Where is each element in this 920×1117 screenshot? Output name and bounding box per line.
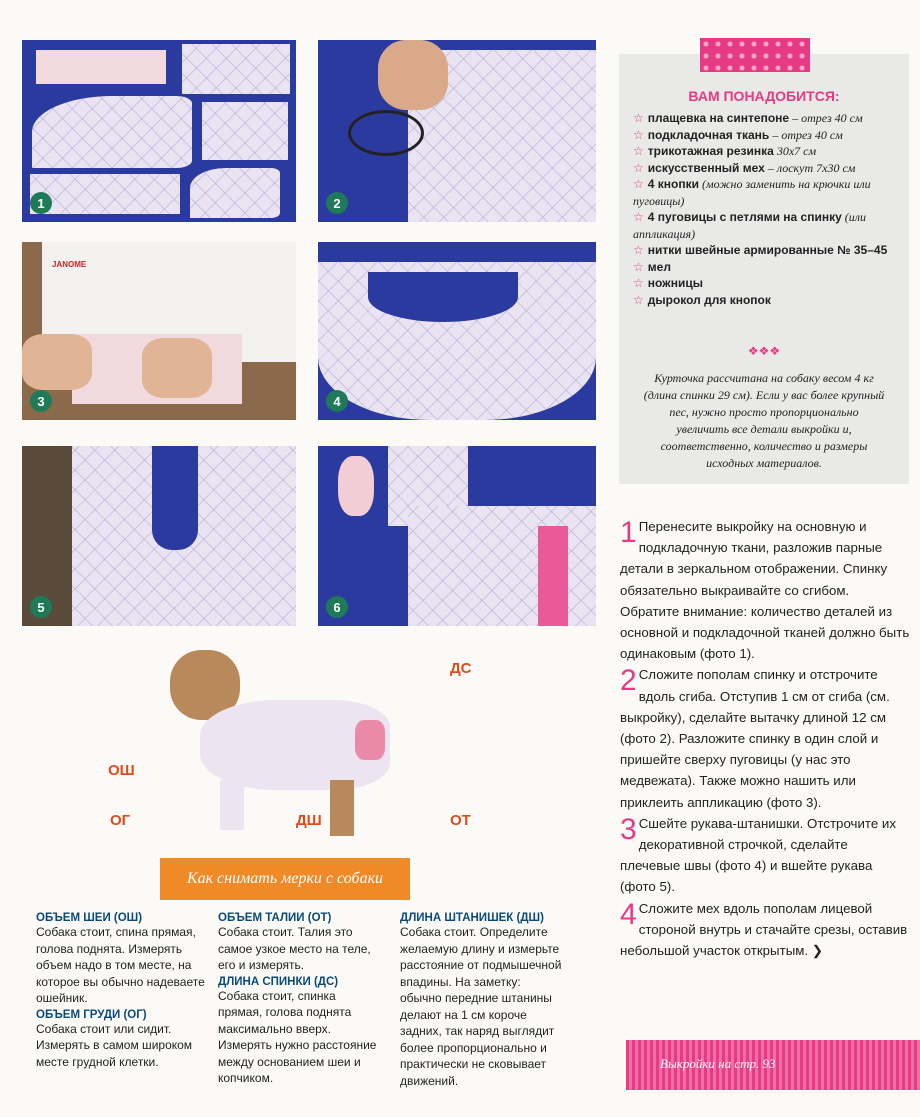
- list-item: ☆ нитки швейные армированные № 35–45: [633, 243, 888, 257]
- list-item: ☆ трикотажная резинка 30х7 см: [633, 144, 817, 158]
- heading: ОБЪЕМ ГРУДИ (ОГ): [36, 1008, 147, 1021]
- photo-4: [318, 242, 596, 420]
- step: 3 Сшейте рукава-штанишки. Отстрочите их декоративной строчкой, сделайте плечевые швы (фото 4) и вшейте рукава (фото 5).: [620, 812, 897, 895]
- paragraph: Собака стоит, спинка прямая, голова поднята максимально вверх. Измерять нужно расстояние между основанием шеи и копчиком.: [218, 988, 377, 1085]
- photo-number: 1: [30, 192, 52, 214]
- list-item: ☆ плащевка на синтепоне – отрез 40 см: [633, 111, 863, 125]
- photo-2: [318, 40, 596, 222]
- photo-number: 2: [326, 192, 348, 214]
- paragraph: Собака стоит. Определите желаемую длину и измерьте расстояние от подмышечной впадины. На заметку: обычно передние штанины делают на 1 см короче задних, так наряд выглядит более пропорционально и практически не сковывает движений.: [400, 925, 562, 1088]
- heading: ДЛИНА ШТАНИШЕК (ДШ): [400, 912, 544, 924]
- list-item: ☆ искусственный мех – лоскут 7х30 см: [633, 160, 856, 175]
- label-ot: ОТ: [450, 812, 471, 829]
- photo-number: 3: [30, 390, 52, 412]
- column-2: [218, 910, 383, 1087]
- list-item: ☆ мел: [633, 259, 671, 274]
- photo-1: [22, 40, 296, 222]
- divider-dots: ❖❖❖: [747, 344, 781, 358]
- decorative-stripe: [700, 38, 810, 72]
- pattern-footer: [626, 1040, 920, 1090]
- label-os: ОШ: [108, 762, 135, 779]
- heading: ДЛИНА СПИНКИ (ДС): [218, 975, 339, 988]
- heading: ОБЪЕМ ТАЛИИ (ОТ): [218, 912, 332, 924]
- photo-number: 4: [326, 390, 348, 412]
- paragraph: Собака стоит или сидит. Измерять в самом широком месте грудной клетки.: [36, 1021, 193, 1069]
- materials-box: [619, 54, 909, 484]
- step: 2 Сложите пополам спинку и отстрочите вдоль сгиба. Отступив 1 см от сгиба (см. выкройку), сделайте вытачку длиной 12 см (фото 2). Разложите спинку в один слой и пришейте сверху пуговицы (у нас это медвежата). Также можно нашить или приклеить аппликацию (фото 3).: [620, 664, 890, 810]
- list-item: ☆ дырокол для кнопок: [633, 292, 771, 307]
- photo-number: 5: [30, 596, 52, 618]
- list-item: ☆ 4 пуговицы с петлями на спинку (или аппликация): [633, 210, 866, 241]
- photo-5: [22, 446, 296, 626]
- measure-banner: Как снимать мерки с собаки: [160, 858, 410, 900]
- heading: ОБЪЕМ ШЕИ (ОШ): [36, 912, 143, 924]
- column-3: [400, 910, 565, 1089]
- materials-note: Курточка рассчитана на собаку весом 4 кг (длина спинки 29 см). Если у вас более крупный пес, нужно просто пропорционально увеличить все детали выкройки и, соответственно, количество и размеры исходных материалов.: [643, 371, 885, 470]
- photo-number: 6: [326, 596, 348, 618]
- photo-3: [22, 242, 296, 420]
- step: 4 Сложите мех вдоль пополам лицевой стороной внутрь и стачайте срезы, оставив небольшой участок открытым. ❯: [620, 897, 908, 959]
- list-item: ☆ подкладочная ткань – отрез 40 см: [633, 127, 843, 142]
- materials-title: ВАМ ПОНАДОБИТСЯ:: [688, 88, 840, 104]
- dog-illustration: [160, 640, 420, 850]
- steps-text: [620, 516, 910, 961]
- photo-6: [318, 446, 596, 626]
- list-item: ☆ 4 кнопки (можно заменить на крючки или пуговицы): [633, 177, 871, 208]
- label-og: ОГ: [110, 812, 131, 829]
- machine-brand: JANOME: [52, 260, 87, 269]
- materials-list: [633, 110, 899, 308]
- footer-text: Выкройки на стр. 93: [660, 1056, 776, 1071]
- paragraph: Собака стоит. Талия это самое узкое место на теле, его и измерять.: [218, 925, 371, 972]
- paragraph: Собака стоит, спина прямая, голова поднята. Измерять объем надо в том месте, на которое вы обычно надеваете ошейник.: [36, 925, 205, 1005]
- step: 1 Перенесите выкройку на основную и подкладочную ткани, разложив парные детали в зеркальном отображении. Спинку обязательно выкраивайте со сгибом. Обратите внимание: количество деталей из основной и подкладочной тканей должно быть одинаковым (фото 1).: [620, 516, 910, 662]
- label-ds: ДС: [450, 660, 472, 677]
- column-1: [36, 910, 206, 1070]
- label-dsh: ДШ: [296, 812, 322, 829]
- list-item: ☆ ножницы: [633, 276, 703, 290]
